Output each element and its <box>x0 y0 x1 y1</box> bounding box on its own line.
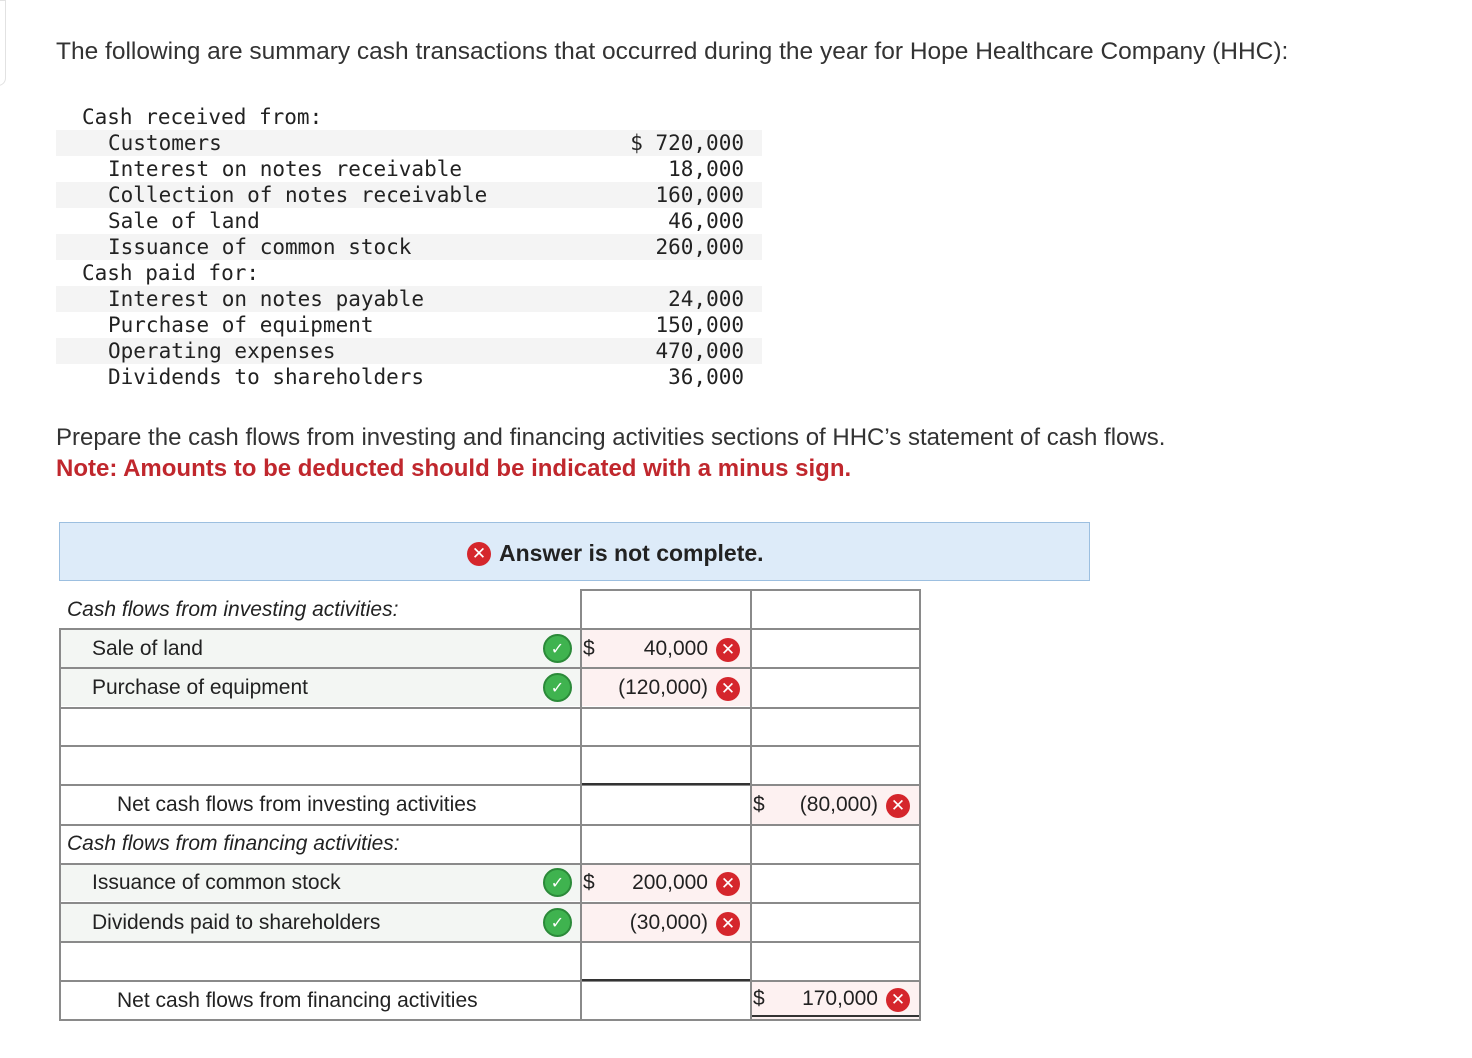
financing-header: Cash flows from financing activities: <box>67 832 400 855</box>
empty-row[interactable] <box>61 943 580 980</box>
dollar-sign: $ <box>583 871 595 894</box>
transaction-row <box>56 338 762 364</box>
intro-text: The following are summary cash transactions that occurred during the year for Hope Healthcare Company (HHC): <box>56 38 1289 65</box>
transaction-value: 18,000 <box>668 157 744 181</box>
transaction-label: Collection of notes receivable <box>108 183 488 207</box>
paid-header-row <box>56 260 762 286</box>
grid-line <box>580 589 582 1021</box>
dollar-sign: $ <box>583 637 595 660</box>
row-label[interactable]: Purchase of equipment <box>92 676 308 699</box>
transaction-value: 470,000 <box>655 339 744 363</box>
transactions-table <box>56 104 762 390</box>
dollar-sign: $ <box>753 987 765 1010</box>
x-circle-icon: ✕ <box>716 638 740 662</box>
transaction-row <box>56 364 762 390</box>
transaction-value: 160,000 <box>655 183 744 207</box>
grid-line <box>59 1019 921 1021</box>
transaction-value: 150,000 <box>655 313 744 337</box>
grid-line <box>59 902 921 904</box>
received-header-row <box>56 104 762 130</box>
transaction-row <box>56 156 762 182</box>
dollar-sign: $ <box>753 793 765 816</box>
net-financing-amount[interactable]: 170,000 <box>802 987 878 1010</box>
transaction-value: $ 720,000 <box>630 131 744 155</box>
grid-line <box>59 667 921 669</box>
instruction-note: Note: Amounts to be deducted should be indicated with a minus sign. <box>56 455 852 482</box>
check-icon: ✓ <box>543 673 572 702</box>
transaction-label: Customers <box>108 131 222 155</box>
left-edge-tab <box>0 0 6 86</box>
row-label[interactable]: Dividends paid to shareholders <box>92 911 381 934</box>
transaction-label: Issuance of common stock <box>108 235 412 259</box>
grid-line <box>59 784 921 786</box>
grid-line <box>750 589 752 1021</box>
transaction-label: Interest on notes payable <box>108 287 425 311</box>
transaction-label: Purchase of equipment <box>108 313 374 337</box>
grid-line <box>59 628 921 630</box>
net-investing-label: Net cash flows from investing activities <box>117 793 477 816</box>
received-header: Cash received from: <box>82 105 323 129</box>
empty-row[interactable] <box>61 709 580 745</box>
row-label[interactable]: Sale of land <box>92 637 203 660</box>
x-circle-icon: ✕ <box>467 542 491 566</box>
transaction-label: Operating expenses <box>108 339 336 363</box>
net-investing-amount[interactable]: (80,000) <box>799 793 878 816</box>
net-financing-label: Net cash flows from financing activities <box>117 989 478 1012</box>
transaction-row <box>56 286 762 312</box>
instruction-text: Prepare the cash flows from investing and financing activities sections of HHC’s statement of cash flows. <box>56 424 1166 451</box>
grid-line <box>919 589 921 1021</box>
transaction-row <box>56 130 762 156</box>
double-rule <box>752 1015 921 1017</box>
grid-line <box>59 980 921 982</box>
x-circle-icon: ✕ <box>716 677 740 701</box>
transaction-row <box>56 234 762 260</box>
total-rule <box>580 979 751 981</box>
transaction-row <box>56 208 762 234</box>
transaction-value: 260,000 <box>655 235 744 259</box>
x-circle-icon: ✕ <box>716 872 740 896</box>
transaction-row <box>56 182 762 208</box>
grid-line <box>59 824 921 826</box>
transaction-value: 24,000 <box>668 287 744 311</box>
investing-header: Cash flows from investing activities: <box>67 598 399 621</box>
x-circle-icon: ✕ <box>886 988 910 1012</box>
transaction-label: Interest on notes receivable <box>108 157 463 181</box>
amount-input[interactable]: 40,000 <box>643 637 708 660</box>
row-label[interactable]: Issuance of common stock <box>92 871 341 894</box>
amount-input[interactable]: (30,000) <box>629 911 708 934</box>
x-circle-icon: ✕ <box>886 794 910 818</box>
transaction-label: Dividends to shareholders <box>108 365 425 389</box>
paid-header: Cash paid for: <box>82 261 260 285</box>
amount-input[interactable]: 200,000 <box>632 871 708 894</box>
check-icon: ✓ <box>543 634 572 663</box>
answer-status-banner <box>59 522 1090 581</box>
empty-row[interactable] <box>61 747 580 784</box>
transaction-value: 46,000 <box>668 209 744 233</box>
total-rule <box>580 783 751 785</box>
transaction-value: 36,000 <box>668 365 744 389</box>
check-icon: ✓ <box>543 868 572 897</box>
transaction-label: Sale of land <box>108 209 260 233</box>
amount-input[interactable]: (120,000) <box>618 676 708 699</box>
check-icon: ✓ <box>543 908 572 937</box>
grid-line <box>59 863 921 865</box>
answer-status-text: Answer is not complete. <box>499 540 764 566</box>
x-circle-icon: ✕ <box>716 912 740 936</box>
transaction-row <box>56 312 762 338</box>
